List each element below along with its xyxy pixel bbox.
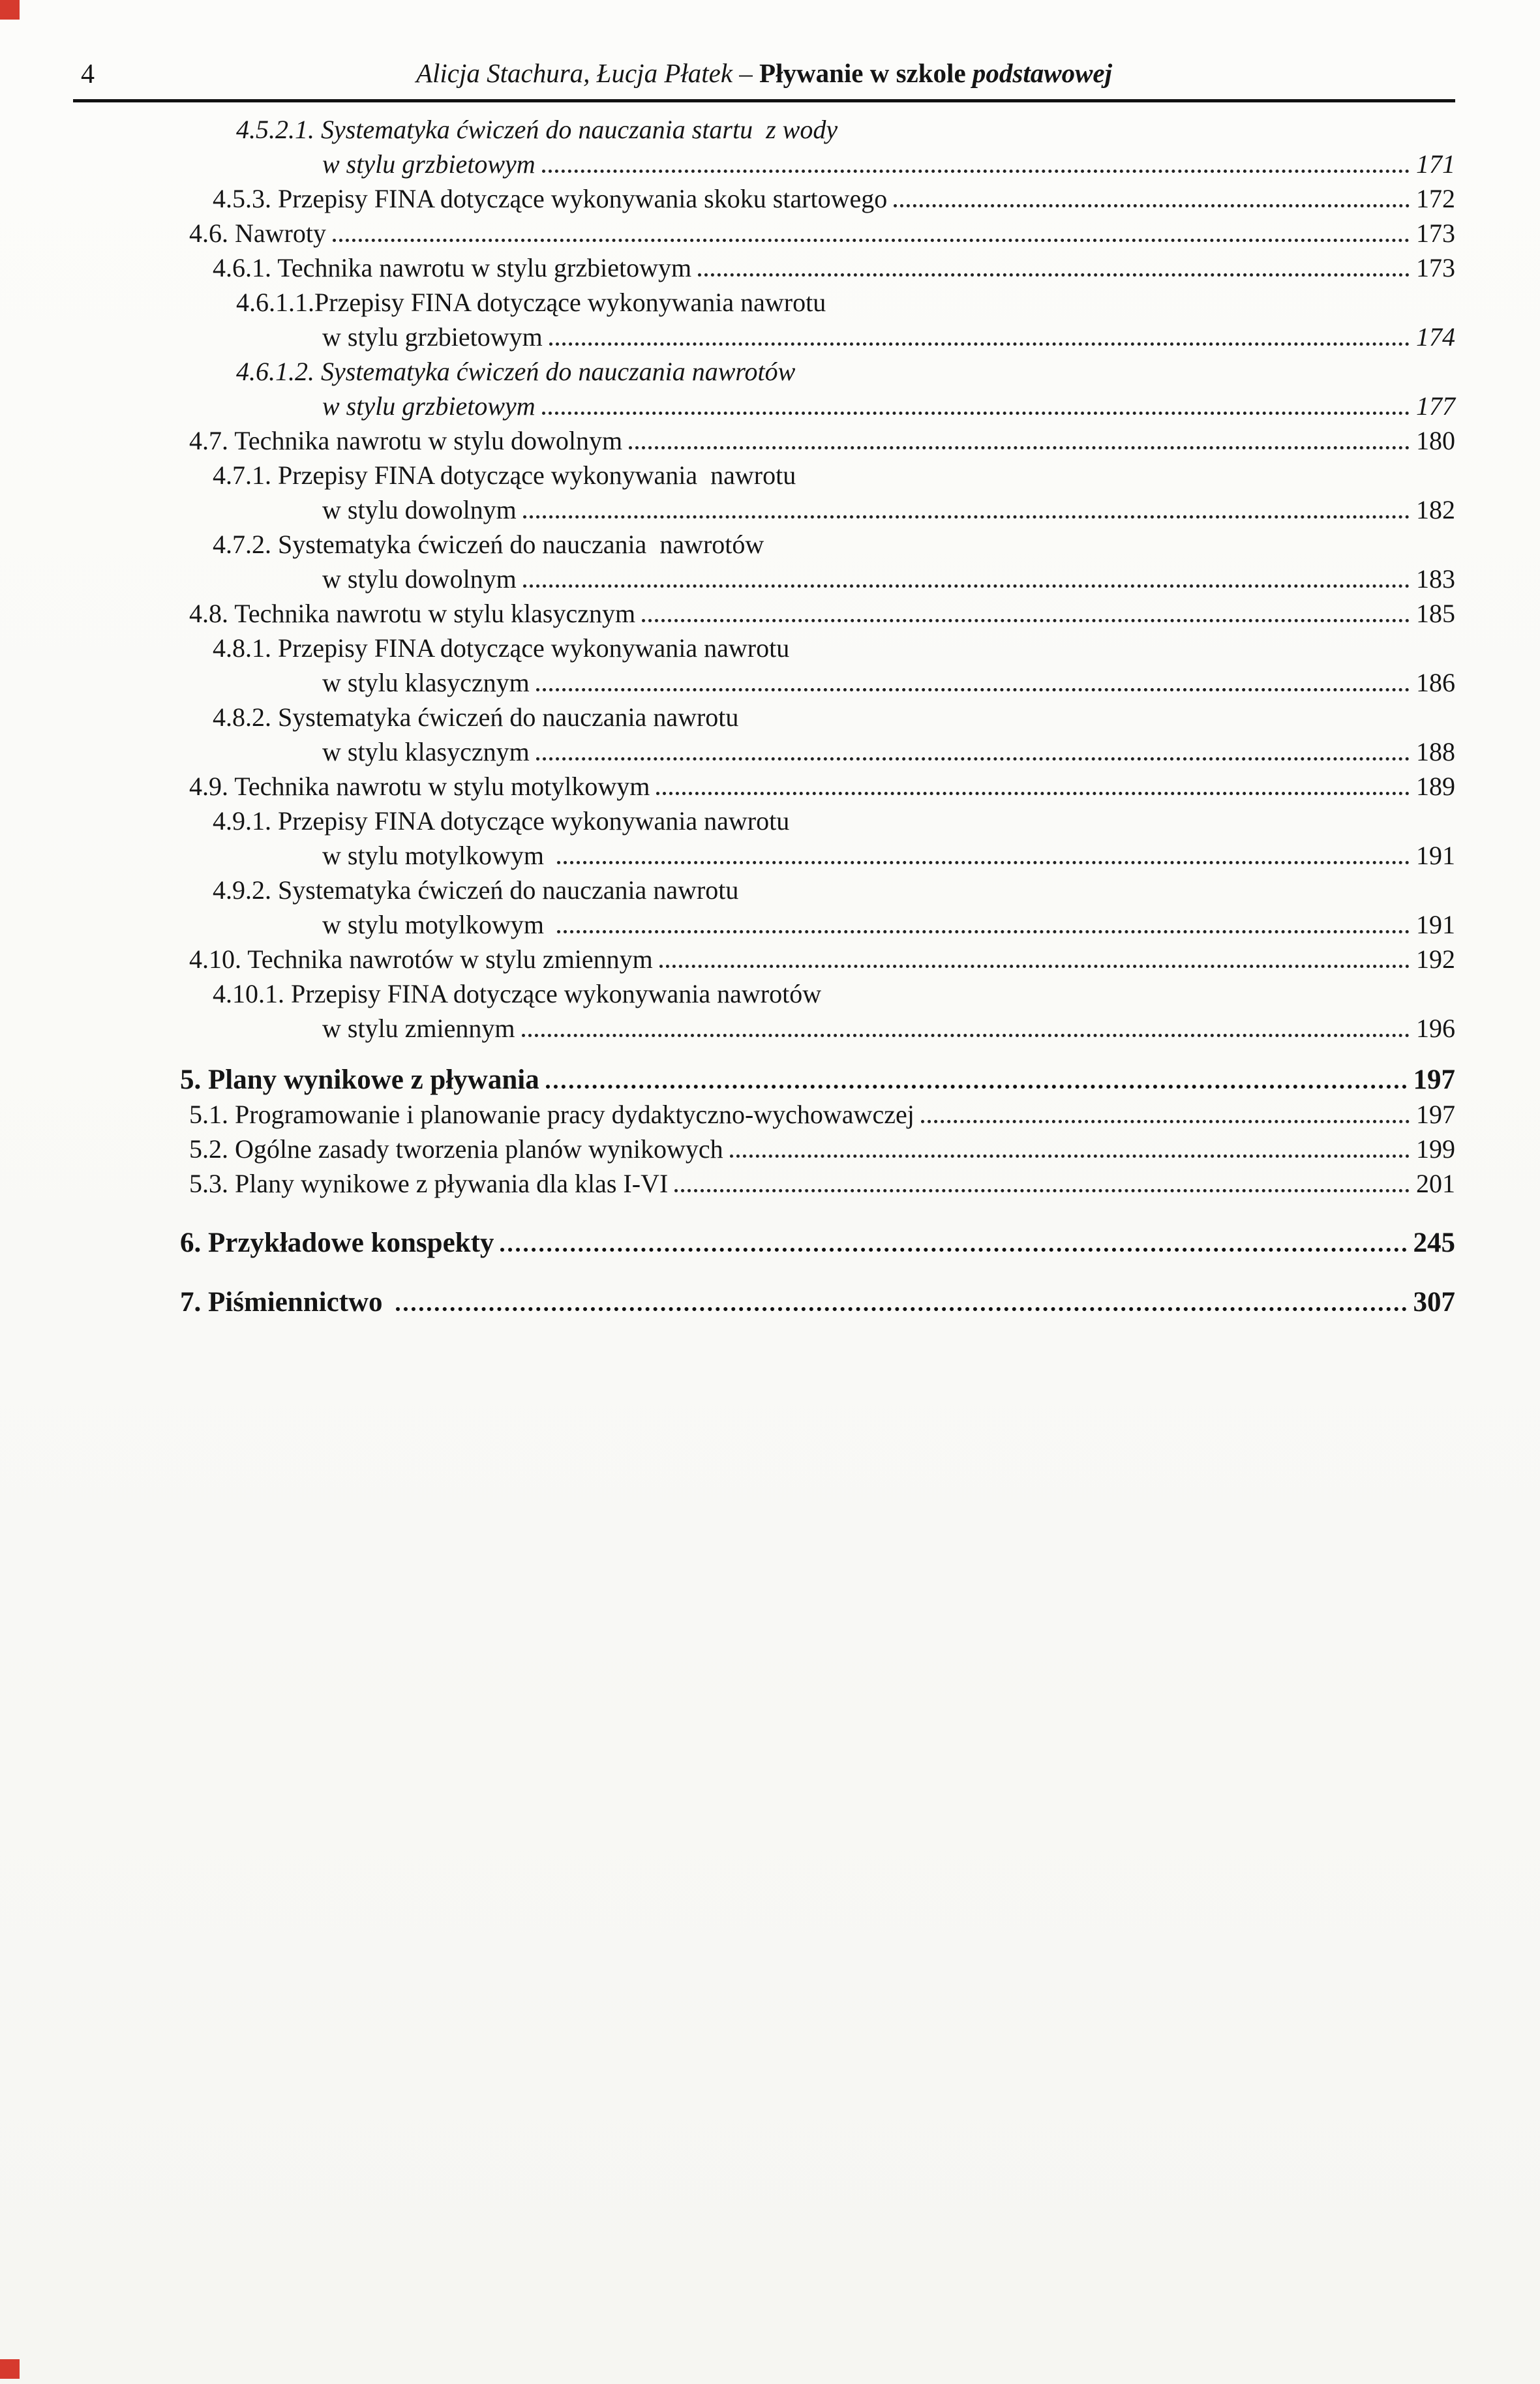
dot-leader <box>396 1307 1406 1311</box>
toc-page-number: 182 <box>1416 495 1455 524</box>
toc-entry-line <box>73 423 1455 458</box>
toc-page-number: 197 <box>1413 1064 1455 1095</box>
toc-entry-text: 4.8.2. Systematyka ćwiczeń do nauczania nawrotu <box>213 702 739 732</box>
toc-entry-text: 4.6. Nawroty <box>189 219 326 248</box>
page-number: 4 <box>81 59 95 89</box>
toc-entry-text: 4.8.1. Przepisy FINA dotyczące wykonywania nawrotu <box>213 633 790 663</box>
toc-entry-text: 4.10.1. Przepisy FINA dotyczące wykonywania nawrotów <box>213 979 822 1008</box>
toc-entry-line <box>73 285 1455 320</box>
toc-entry-text: w stylu motylkowym <box>322 910 551 939</box>
toc-entry-text: 4.5.2.1. Systematyka ćwiczeń do nauczania startu z wody <box>236 115 838 144</box>
toc-entry-line <box>73 804 1455 838</box>
toc-entry-text: 4.7.1. Przepisy FINA dotyczące wykonywania nawrotu <box>213 460 796 490</box>
toc-entry <box>73 423 1455 458</box>
toc-entry-line <box>73 458 1455 492</box>
toc-entry-line <box>73 596 1455 631</box>
toc-entry-line <box>73 1285 1455 1320</box>
toc-page-number: 183 <box>1416 564 1455 594</box>
dot-leader <box>542 412 1410 415</box>
dot-leader <box>536 757 1410 761</box>
toc-entry <box>73 1285 1455 1320</box>
toc-entry-text: 4.7.2. Systematyka ćwiczeń do nauczania nawrotów <box>213 530 764 559</box>
toc-entry-text: 4.6.1.1.Przepisy FINA dotyczące wykonywania nawrotu <box>236 288 826 317</box>
running-header <box>73 57 1455 102</box>
toc-entry-line <box>73 320 1455 354</box>
toc-entry-line <box>73 1226 1455 1260</box>
toc-entry <box>73 250 1455 285</box>
toc-entry-line <box>73 354 1455 389</box>
header-book-title-italic: podstawowej <box>972 58 1113 88</box>
dot-leader <box>549 342 1410 346</box>
toc-entry-text: w stylu grzbietowym <box>322 391 536 421</box>
toc-page-number: 172 <box>1416 184 1455 213</box>
toc-page-number: 196 <box>1416 1014 1455 1043</box>
toc-entry-line <box>73 562 1455 596</box>
toc-entry <box>73 1226 1455 1260</box>
dot-leader <box>921 1120 1410 1123</box>
toc-entry-text: 4.6.1.2. Systematyka ćwiczeń do nauczania nawrotów <box>236 357 796 386</box>
toc-entry-line <box>73 1132 1455 1166</box>
toc-entry-text: w stylu zmiennym <box>322 1014 515 1043</box>
toc-entry-line <box>73 838 1455 873</box>
toc-entry-line <box>73 1097 1455 1132</box>
toc-entry <box>73 112 1455 181</box>
toc-entry-text: w stylu dowolnym <box>322 495 517 524</box>
dot-leader <box>500 1248 1406 1252</box>
toc-entry-line <box>73 147 1455 181</box>
scan-artifact-top-left <box>0 0 20 20</box>
dot-leader <box>629 446 1410 449</box>
toc-entry <box>73 527 1455 596</box>
toc-entry-text: 5.2. Ogólne zasady tworzenia planów wynikowych <box>189 1134 723 1164</box>
toc-page-number: 177 <box>1416 391 1455 421</box>
toc-page-number: 188 <box>1416 737 1455 766</box>
header-authors: Alicja Stachura, Łucja Płatek – <box>415 58 760 88</box>
dot-leader <box>557 861 1410 864</box>
dot-leader <box>698 273 1410 277</box>
toc-entry <box>73 1063 1455 1097</box>
toc-entry-line <box>73 734 1455 769</box>
toc-page-number: 191 <box>1416 910 1455 939</box>
toc-entry-text: 4.8. Technika nawrotu w stylu klasycznym <box>189 599 636 628</box>
toc-entry-text: w stylu klasycznym <box>322 668 530 697</box>
toc-entry-line <box>73 907 1455 942</box>
toc-entry <box>73 1132 1455 1166</box>
header-text-line <box>73 57 1455 89</box>
toc-entry-line <box>73 976 1455 1011</box>
toc-entry-line <box>73 389 1455 423</box>
toc-entry <box>73 458 1455 527</box>
toc-page-number: 197 <box>1416 1100 1455 1129</box>
toc-entry-text: 4.6.1. Technika nawrotu w stylu grzbietowym <box>213 253 692 282</box>
toc-entry-line <box>73 112 1455 147</box>
toc-page-number: 191 <box>1416 841 1455 870</box>
toc-page-number: 186 <box>1416 668 1455 697</box>
toc-entry-text: 4.9.2. Systematyka ćwiczeń do nauczania nawrotu <box>213 875 739 905</box>
toc-entry-text: 5. Plany wynikowe z pływania <box>180 1064 539 1095</box>
toc-entry-text: w stylu grzbietowym <box>322 322 543 352</box>
dot-leader <box>333 239 1410 242</box>
scan-artifact-bottom-left <box>0 2359 20 2379</box>
toc-entry-text: 4.9.1. Przepisy FINA dotyczące wykonywania nawrotu <box>213 806 790 836</box>
toc-entry <box>73 354 1455 423</box>
header-rule <box>73 99 1455 102</box>
toc-entry <box>73 804 1455 873</box>
toc-entry-line <box>73 181 1455 216</box>
dot-leader <box>894 204 1410 207</box>
toc-entry-line <box>73 527 1455 562</box>
toc-entry-text: w stylu dowolnym <box>322 564 517 594</box>
toc-page-number: 185 <box>1416 599 1455 628</box>
toc-entry-text: 5.1. Programowanie i planowanie pracy dydaktyczno-wychowawczej <box>189 1100 914 1129</box>
dot-leader <box>536 688 1410 691</box>
toc-entry-text: w stylu klasycznym <box>322 737 530 766</box>
toc-entry <box>73 700 1455 769</box>
toc-list <box>73 112 1455 1320</box>
toc-page-number: 307 <box>1413 1287 1455 1318</box>
toc-entry <box>73 769 1455 804</box>
dot-leader <box>523 515 1410 519</box>
toc-page-number: 173 <box>1416 219 1455 248</box>
toc-entry <box>73 976 1455 1046</box>
dot-leader <box>523 584 1410 588</box>
toc-entry <box>73 1097 1455 1132</box>
toc-entry-line <box>73 1011 1455 1046</box>
toc-entry-text: w stylu motylkowym <box>322 841 551 870</box>
toc-page-number: 173 <box>1416 253 1455 282</box>
toc-entry <box>73 942 1455 976</box>
toc-page-number: 189 <box>1416 772 1455 801</box>
toc-page-number: 201 <box>1416 1169 1455 1198</box>
toc-page-number: 171 <box>1416 149 1455 179</box>
toc-entry-line <box>73 769 1455 804</box>
toc-entry-text: 6. Przykładowe konspekty <box>180 1228 494 1258</box>
toc-entry-text: 4.9. Technika nawrotu w stylu motylkowym <box>189 772 650 801</box>
toc-entry <box>73 1166 1455 1201</box>
toc-entry-line <box>73 665 1455 700</box>
toc-entry-line <box>73 250 1455 285</box>
dot-leader <box>730 1154 1410 1158</box>
toc-entry-text: 5.3. Plany wynikowe z pływania dla klas I-VI <box>189 1169 669 1198</box>
toc-entry <box>73 631 1455 700</box>
toc-page-number: 245 <box>1413 1228 1455 1258</box>
toc-entry-text: 4.10. Technika nawrotów w stylu zmiennym <box>189 944 653 974</box>
toc-entry-line <box>73 492 1455 527</box>
toc-entry-line <box>73 1166 1455 1201</box>
dot-leader <box>656 792 1410 795</box>
toc-page-number: 192 <box>1416 944 1455 974</box>
toc-entry-line <box>73 700 1455 734</box>
dot-leader <box>546 1085 1407 1089</box>
toc-entry <box>73 181 1455 216</box>
dot-leader <box>674 1189 1410 1192</box>
toc-entry <box>73 873 1455 942</box>
toc-entry <box>73 216 1455 250</box>
toc-entry-line <box>73 1063 1455 1097</box>
toc-page-number: 174 <box>1416 322 1455 352</box>
toc-entry-text: w stylu grzbietowym <box>322 149 536 179</box>
toc-entry-line <box>73 942 1455 976</box>
toc-entry-line <box>73 631 1455 665</box>
toc-page-number: 180 <box>1416 426 1455 455</box>
toc-entry-line <box>73 216 1455 250</box>
toc-entry-line <box>73 873 1455 907</box>
toc-entry <box>73 596 1455 631</box>
dot-leader <box>542 170 1410 173</box>
dot-leader <box>522 1034 1410 1037</box>
toc-entry-text: 4.5.3. Przepisy FINA dotyczące wykonywania skoku startowego <box>213 184 888 213</box>
toc-page-number: 199 <box>1416 1134 1455 1164</box>
toc-entry-text: 4.7. Technika nawrotu w stylu dowolnym <box>189 426 623 455</box>
dot-leader <box>557 930 1410 933</box>
toc-entry <box>73 285 1455 354</box>
toc-entry-text: 7. Piśmiennictwo <box>180 1287 390 1318</box>
dot-leader <box>659 965 1410 968</box>
dot-leader <box>642 619 1410 622</box>
header-book-title: Pływanie w szkole <box>759 58 973 88</box>
